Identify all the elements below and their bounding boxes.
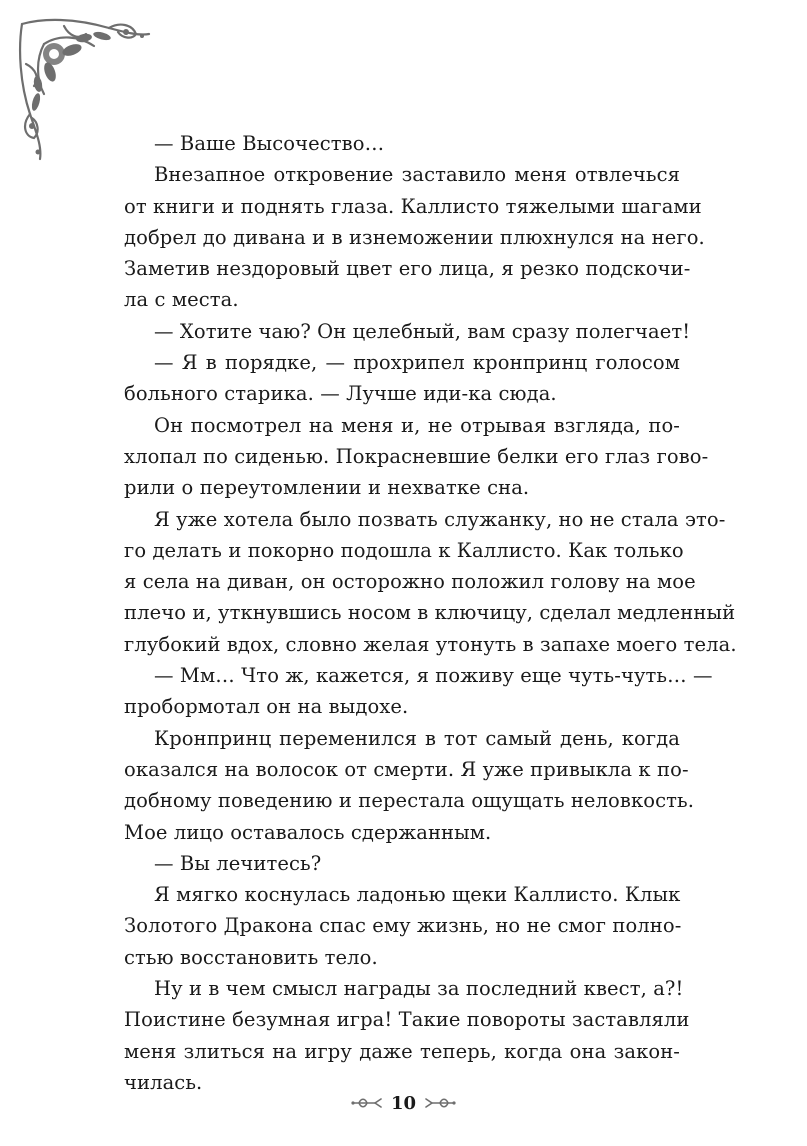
text-line: Я мягко коснулась ладонью щеки Каллисто. Клык [154, 883, 681, 907]
text-line: Я уже хотела было позвать служанку, но не стала это- [154, 507, 726, 531]
text-line: — Вы лечитесь? [154, 851, 322, 875]
text-line: Заметив нездоровый цвет его лица, я резко подскочи- [124, 257, 691, 281]
text-line: Ну и в чем смысл награды за последний квест, а?! [154, 977, 684, 1001]
text-line: плечо и, уткнувшись носом в ключицу, сделал медленный [124, 601, 736, 625]
right-flourish-icon [424, 1095, 456, 1111]
text-line: — Я в порядке, — прохрипел кронпринц голосом [154, 351, 680, 375]
text-line: я села на диван, он осторожно положил голову на мое [124, 570, 696, 594]
body-text [124, 128, 737, 1098]
text-line: — Хотите чаю? Он целебный, вам сразу полегчает! [154, 319, 691, 343]
text-line: — Ваше Высочество… [154, 132, 385, 155]
text-line: стью восстановить тело. [124, 945, 378, 969]
text-line: го делать и покорно подошла к Каллисто. Как только [124, 538, 684, 562]
left-flourish-icon [351, 1095, 383, 1111]
text-line: добному поведению и перестала ощущать неловкость. [124, 789, 695, 813]
text-line: ла с места. [124, 288, 239, 312]
text-line: добрел до дивана и в изнеможении плюхнулся на него. [124, 225, 705, 249]
text-line: меня злиться на игру даже теперь, когда она закон- [124, 1039, 680, 1063]
text-line: рили о переутомлении и нехватке сна. [124, 476, 530, 500]
page-footer [0, 1087, 807, 1119]
text-line: оказался на волосок от смерти. Я уже привыкла к по- [124, 757, 689, 781]
text-line: Золотого Дракона спас ему жизнь, но не смог полно- [124, 914, 682, 938]
text-line: хлопал по сиденью. Покрасневшие белки его глаз гово- [124, 444, 709, 468]
text-line: Поистине безумная игра! Такие повороты заставляли [124, 1008, 690, 1032]
text-line: Внезапное откровение заставило меня отвлечься [154, 163, 680, 187]
text-line: от книги и поднять глаза. Каллисто тяжелыми шагами [124, 194, 702, 218]
text-line: глубокий вдох, словно желая утонуть в запахе моего тела. [124, 632, 737, 656]
text-line: Он посмотрел на меня и, не отрывая взгляда, по- [154, 413, 680, 437]
text-line: чилась. [124, 1070, 203, 1094]
text-line: Кронпринц переменился в тот самый день, когда [154, 726, 680, 750]
page-number: 10 [390, 1092, 417, 1114]
text-line: больного старика. — Лучше иди-ка сюда. [124, 382, 557, 406]
text-line: пробормотал он на выдохе. [124, 695, 409, 719]
text-line: Мое лицо оставалось сдержанным. [124, 820, 492, 844]
text-line: — Мм… Что ж, кажется, я поживу еще чуть-чуть… — [154, 664, 713, 688]
